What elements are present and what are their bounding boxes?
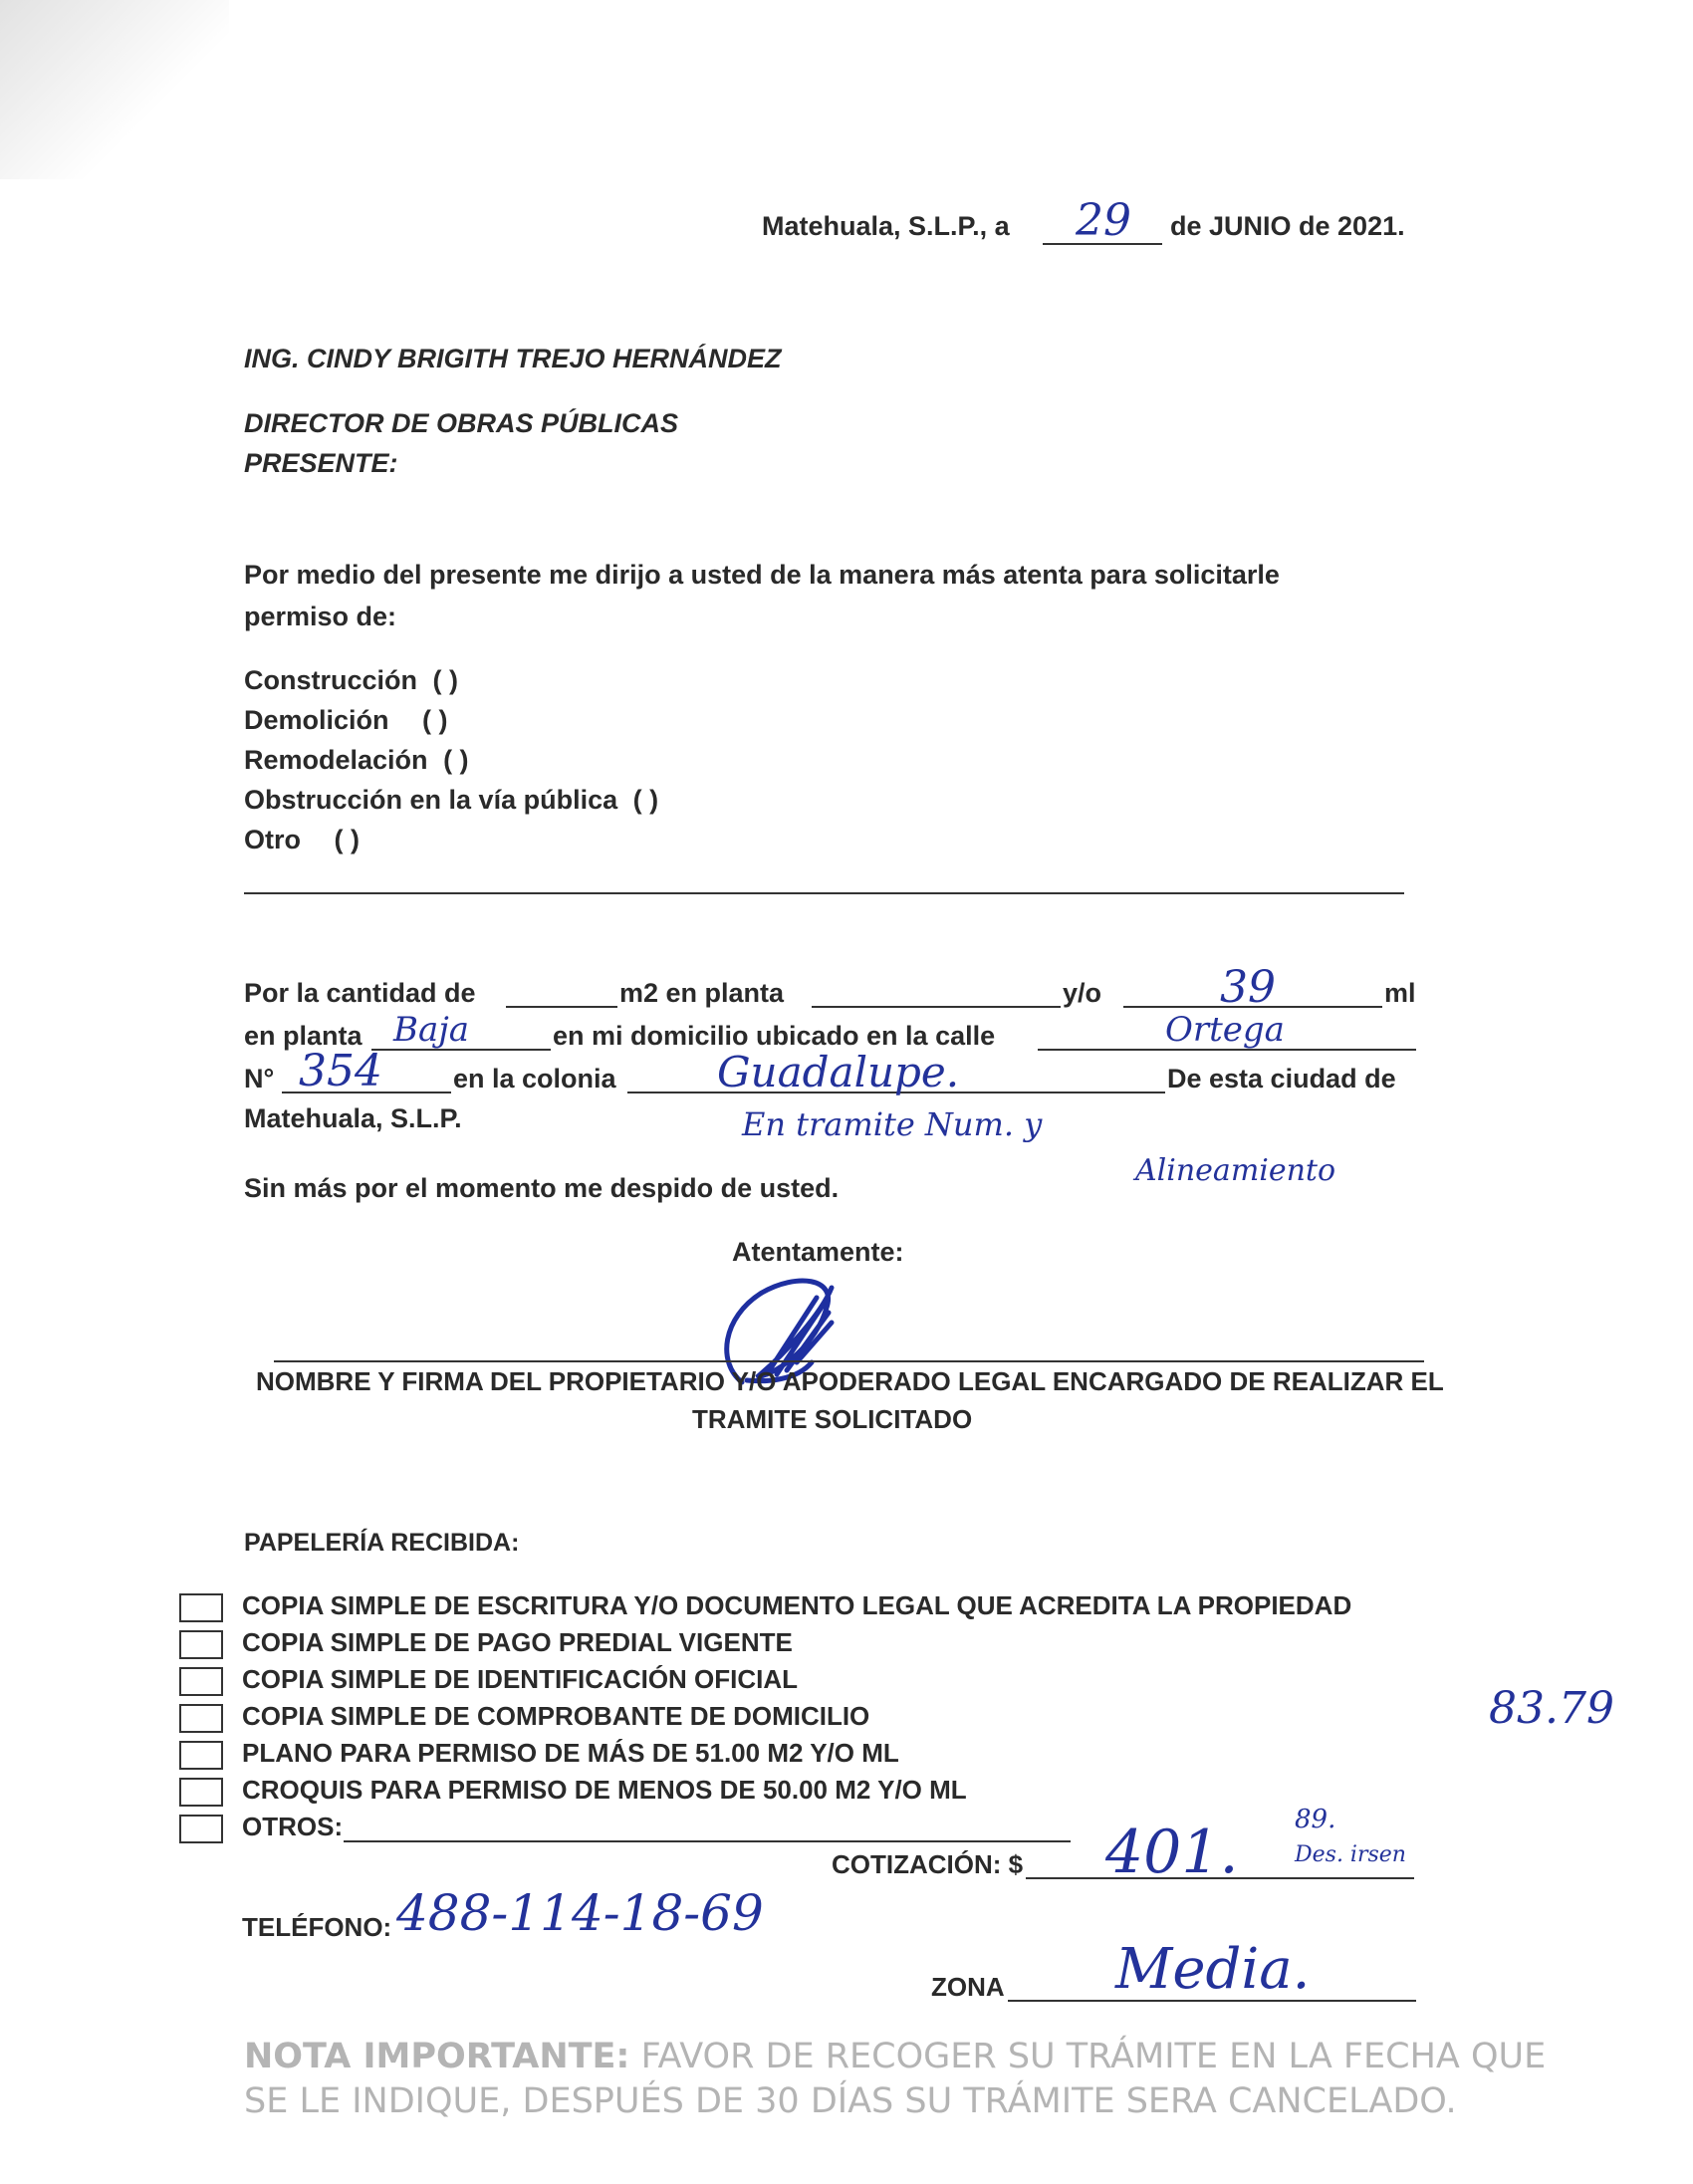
permit-remodelacion [244, 745, 469, 776]
paper-item-label: PLANO PARA PERMISO DE MÁS DE 51.00 M2 Y/O ML [242, 1738, 899, 1768]
important-note-text: FAVOR DE RECOGER SU TRÁMITE EN LA FECHA QUE [640, 2037, 1547, 2076]
paper-checkbox[interactable] [179, 1593, 223, 1622]
planta-value: Baja [393, 1010, 470, 1050]
m2-label: m2 en planta [619, 978, 785, 1008]
paper-checkbox[interactable] [179, 1667, 223, 1696]
permit-mark[interactable]: ( ) [632, 785, 659, 815]
permit-construccion [244, 665, 458, 696]
zone-label: ZONA [931, 1972, 1005, 2002]
recipient-title: DIRECTOR DE OBRAS PÚBLICAS [244, 408, 679, 438]
colonia-label: en la colonia [453, 1064, 616, 1093]
permit-mark[interactable]: ( ) [443, 745, 469, 775]
quote-value: 401. [1105, 1818, 1239, 1887]
paper-item-label: COPIA SIMPLE DE COMPROBANTE DE DOMICILIO [242, 1701, 870, 1731]
permit-otro [244, 825, 360, 855]
scan-artifact [0, 0, 229, 179]
yo-label: y/o [1063, 978, 1102, 1008]
zone-value: Media. [1115, 1937, 1311, 2002]
quote-label: COTIZACIÓN: $ [832, 1849, 1024, 1879]
permit-label: Demolición [244, 705, 389, 735]
paper-checkbox[interactable] [179, 1815, 223, 1843]
permit-label: Construcción [244, 665, 418, 695]
permit-mark[interactable]: ( ) [334, 825, 360, 854]
recipient-greeting: PRESENTE: [244, 448, 398, 478]
date-day: 29 [1076, 195, 1131, 246]
city-suffix: De esta ciudad de [1167, 1064, 1396, 1093]
closing-text: Sin más por el momento me despido de usted. [244, 1173, 840, 1203]
otro-blank-line[interactable] [244, 892, 1404, 894]
m2-quantity-line[interactable] [506, 1006, 617, 1008]
paper-item-label: COPIA SIMPLE DE PAGO PREDIAL VIGENTE [242, 1627, 793, 1657]
city-line: Matehuala, S.L.P. [244, 1103, 462, 1133]
street-value: Ortega [1165, 1010, 1285, 1050]
colonia-value: Guadalupe. [717, 1048, 960, 1096]
handwritten-note-1: En tramite Num. y [742, 1105, 1043, 1143]
permit-mark[interactable]: ( ) [432, 665, 459, 695]
ml-label: ml [1384, 978, 1416, 1008]
margin-note: 83.79 [1489, 1683, 1614, 1734]
handwritten-note-2: Alineamiento [1135, 1153, 1336, 1188]
signature-caption-2: TRAMITE SOLICITADO [692, 1404, 973, 1434]
phone-value: 488-114-18-69 [396, 1884, 764, 1942]
number-label: N° [244, 1064, 275, 1093]
paper-item-label: COPIA SIMPLE DE ESCRITURA Y/O DOCUMENTO LEGAL QUE ACREDITA LA PROPIEDAD [242, 1590, 1352, 1620]
m2-planta-line[interactable] [812, 1006, 1061, 1008]
paper-checkbox[interactable] [179, 1630, 223, 1659]
signature-caption-1: NOMBRE Y FIRMA DEL PROPIETARIO Y/O APODERADO LEGAL ENCARGADO DE REALIZAR EL [256, 1366, 1444, 1396]
paper-checkbox[interactable] [179, 1704, 223, 1733]
important-note-line-1 [244, 2037, 1546, 2076]
date-month-year: de JUNIO de 2021. [1170, 211, 1405, 241]
street-label: en mi domicilio ubicado en la calle [553, 1021, 996, 1051]
permit-label: Remodelación [244, 745, 428, 775]
permit-label: Otro [244, 825, 301, 854]
recipient-name: ING. CINDY BRIGITH TREJO HERNÁNDEZ [244, 344, 782, 373]
important-note-line-2: SE LE INDIQUE, DESPUÉS DE 30 DÍAS SU TRÁMITE SERA CANCELADO. [244, 2081, 1457, 2121]
planta-label: en planta [244, 1021, 363, 1051]
place-date-prefix: Matehuala, S.L.P., a [762, 211, 1010, 241]
phone-label: TELÉFONO: [242, 1912, 392, 1942]
intro-line-1: Por medio del presente me dirijo a usted de la manera más atenta para solicitarle [244, 560, 1280, 590]
paper-checkbox[interactable] [179, 1778, 223, 1807]
intro-line-2: permiso de: [244, 602, 397, 631]
paper-item-label: OTROS: [242, 1812, 344, 1841]
papers-heading: PAPELERÍA RECIBIDA: [244, 1529, 520, 1557]
otros-line[interactable] [344, 1840, 1071, 1842]
permit-demolicion [244, 705, 448, 736]
signature-salutation: Atentamente: [732, 1237, 904, 1267]
permit-mark[interactable]: ( ) [422, 705, 448, 735]
permit-label: Obstrucción en la vía pública [244, 785, 618, 815]
quote-note: Des. irsen [1295, 1842, 1406, 1867]
paper-item-label: COPIA SIMPLE DE IDENTIFICACIÓN OFICIAL [242, 1664, 799, 1694]
ml-value: 39 [1220, 962, 1276, 1013]
permit-obstruccion [244, 785, 658, 816]
paper-item-label: CROQUIS PARA PERMISO DE MENOS DE 50.00 M2 Y/O ML [242, 1775, 967, 1805]
number-value: 354 [299, 1046, 382, 1096]
paper-checkbox[interactable] [179, 1741, 223, 1770]
quantity-prefix: Por la cantidad de [244, 978, 476, 1008]
signature-line[interactable] [274, 1360, 1424, 1362]
important-note-prefix: NOTA IMPORTANTE: [244, 2037, 630, 2076]
quote-cents: 89. [1295, 1805, 1336, 1834]
